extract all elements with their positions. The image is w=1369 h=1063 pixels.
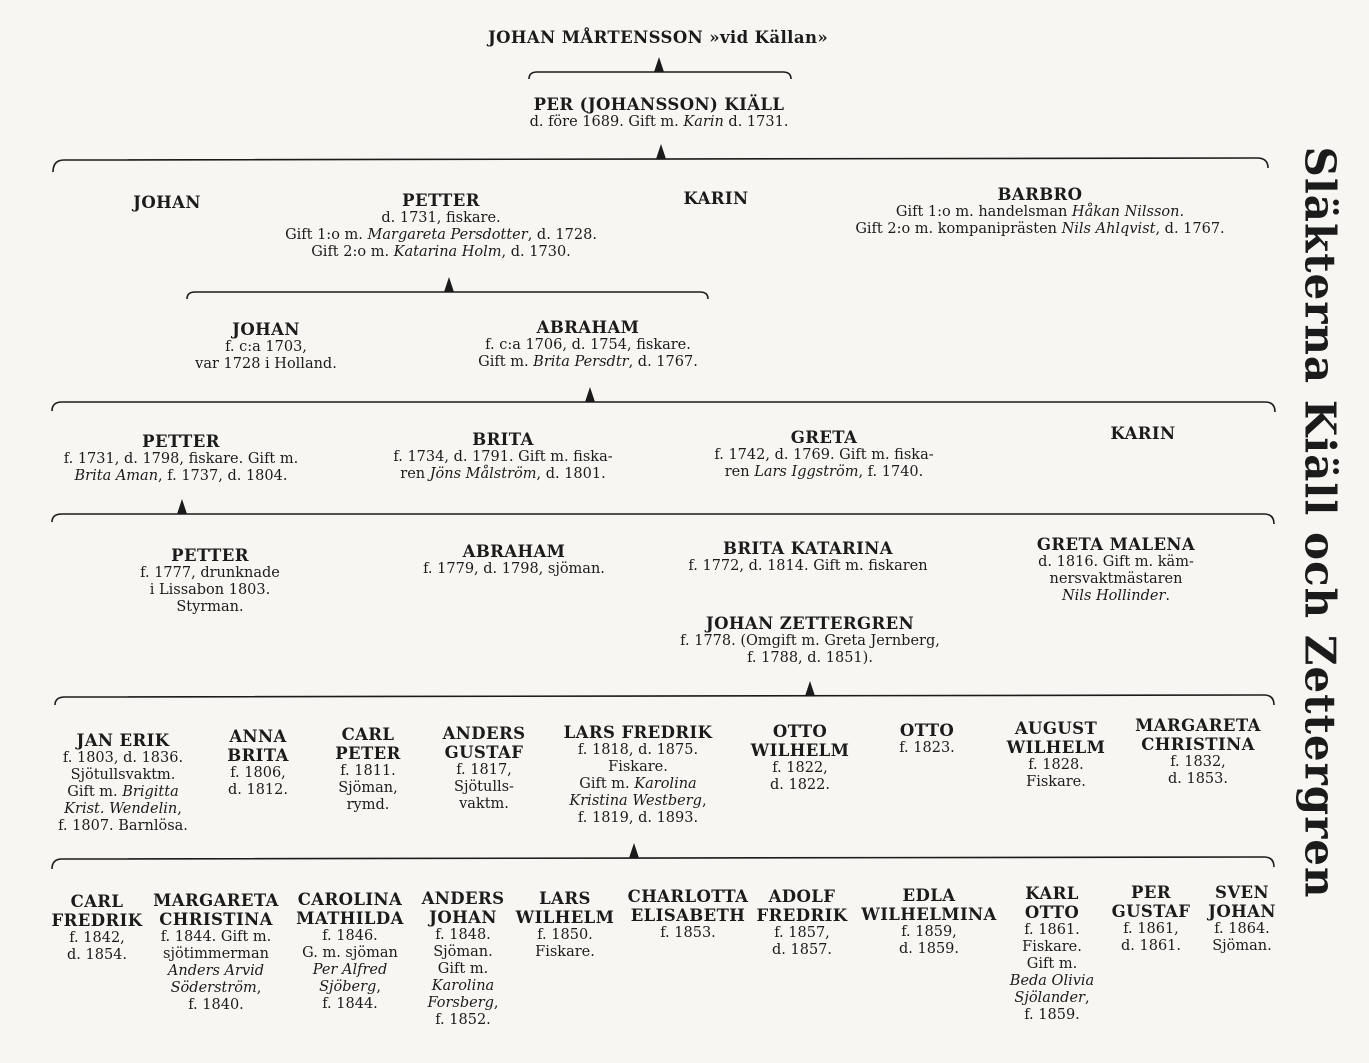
person-name: ABRAHAM <box>536 318 640 337</box>
person-detail: f. 1818, d. 1875. <box>577 742 699 758</box>
person-detail: ren Jöns Målström, d. 1801. <box>400 466 606 482</box>
person-adolf-fredrik <box>757 887 848 959</box>
person-detail: Fiskare. <box>535 944 595 960</box>
person-detail: d. 1816. Gift m. käm- <box>1038 554 1194 570</box>
person-greta-malena <box>1037 535 1195 605</box>
person-detail: rymd. <box>346 797 390 813</box>
person-detail: d. 1853. <box>1167 771 1228 787</box>
person-detail: f. 1817, <box>456 762 512 778</box>
person-detail: Gift 2:o m. kompaniprästen Nils Ahlqvist, d. 1767. <box>855 221 1225 237</box>
person-name: JOHAN <box>133 193 201 212</box>
person-detail: f. 1777, drunknade <box>140 565 280 581</box>
person-detail: f. 1859. <box>1024 1007 1080 1023</box>
person-detail: f. 1842, <box>69 930 125 946</box>
person-sven-johan <box>1208 883 1276 955</box>
person-petter-g3 <box>285 191 597 261</box>
person-name: MARGARETA CHRISTINA <box>153 891 279 929</box>
person-detail: d. 1731, fiskare. <box>381 210 501 226</box>
person-johan-martensson <box>488 28 828 47</box>
person-name: JAN ERIK <box>76 731 170 750</box>
person-name: CARL FREDRIK <box>51 892 143 930</box>
person-name: JOHAN MÅRTENSSON »vid Källan» <box>487 28 829 47</box>
arrow-gen7 <box>805 681 815 696</box>
person-detail: Gift 1:o m. Margareta Persdotter, d. 1728. <box>285 227 597 243</box>
person-detail: f. 1806, <box>230 765 286 781</box>
person-charlotta-elisabeth <box>628 887 749 942</box>
person-karin-g3 <box>684 189 749 208</box>
person-name: ANDERS GUSTAF <box>442 724 526 762</box>
chart-title-vertical <box>1285 146 1355 898</box>
person-detail: Sjötulls- <box>454 779 514 795</box>
person-anders-gustaf <box>443 724 526 813</box>
person-name: CAROLINA MATHILDA <box>296 890 404 928</box>
person-name: PETTER <box>142 432 220 451</box>
person-name: ABRAHAM <box>462 542 566 561</box>
bracket-gen7 <box>55 695 1274 705</box>
person-anna-brita <box>227 727 289 799</box>
person-detail: d. 1857. <box>771 942 833 958</box>
person-detail: f. 1864. <box>1214 921 1270 937</box>
person-jan-erik <box>58 731 188 835</box>
person-name: PETTER <box>402 191 480 210</box>
person-detail: ren Lars Iggström, f. 1740. <box>724 464 924 480</box>
person-detail: f. 1822, <box>772 760 828 776</box>
person-petter-g5 <box>64 432 298 485</box>
person-detail: d. 1859. <box>898 941 960 957</box>
person-detail: f. 1844. <box>322 996 378 1012</box>
person-detail: Forsberg, <box>427 995 499 1011</box>
person-detail: Krist. Wendelin, <box>64 801 182 817</box>
person-detail: d. 1812. <box>227 782 288 798</box>
person-name: JOHAN <box>232 320 300 339</box>
person-name: PER GUSTAF <box>1111 883 1191 921</box>
person-detail: Fiskare. <box>1026 774 1086 790</box>
person-carolina-mathilda <box>296 890 404 1013</box>
person-detail: Gift 2:o m. Katarina Holm, d. 1730. <box>311 244 571 260</box>
bracket-gen2 <box>529 72 791 79</box>
person-name: CHARLOTTA ELISABETH <box>627 887 749 925</box>
person-lars-wilhelm <box>516 889 615 961</box>
arrow-gen4 <box>444 277 454 292</box>
person-name: KARL OTTO <box>1024 884 1080 922</box>
bracket-gen6 <box>52 514 1274 524</box>
person-detail: d. 1854. <box>66 947 128 963</box>
person-detail: vaktm. <box>459 796 509 812</box>
person-name: ANNA BRITA <box>227 727 289 765</box>
person-detail: f. 1848. <box>435 927 491 943</box>
person-lars-fredrik <box>564 723 713 827</box>
person-detail: Gift m. Brita Persdtr, d. 1767. <box>478 354 698 370</box>
person-august-wilhelm <box>1007 719 1106 791</box>
person-detail: Brita Aman, f. 1737, d. 1804. <box>74 468 288 484</box>
person-name: BARBRO <box>997 185 1083 204</box>
person-detail: Gift m. <box>1026 956 1078 972</box>
person-detail: Styrman. <box>176 599 244 615</box>
person-per-kiall <box>530 95 789 131</box>
person-detail: Karolina <box>431 978 495 994</box>
person-detail: Sjötullsvaktm. <box>70 767 176 783</box>
person-detail: Beda Olivia <box>1009 973 1095 989</box>
person-name: ANDERS JOHAN <box>421 889 505 927</box>
person-detail: f. 1828. <box>1028 757 1084 773</box>
bracket-gen8 <box>52 857 1274 869</box>
person-detail: G. m. sjöman <box>302 945 398 961</box>
person-detail: Gift m. <box>437 961 489 977</box>
person-name: CARL PETER <box>335 725 401 763</box>
person-greta-g5 <box>714 428 933 481</box>
person-detail: f. 1861. <box>1024 922 1080 938</box>
person-karin-g5 <box>1111 424 1176 443</box>
person-carl-peter <box>335 725 401 814</box>
person-detail: Sjöman. <box>1212 938 1272 954</box>
arrow-gen2 <box>654 57 664 72</box>
person-name: GRETA MALENA <box>1036 535 1196 554</box>
person-detail: f. 1803, d. 1836. <box>62 750 184 766</box>
person-edla-wilhelmina <box>861 886 996 958</box>
person-detail: Sjöberg, <box>319 979 381 995</box>
person-detail: f. c:a 1703, <box>225 339 307 355</box>
person-detail: f. 1861, <box>1123 921 1179 937</box>
person-otto <box>899 721 955 757</box>
person-detail: f. 1779, d. 1798, sjöman. <box>423 561 605 577</box>
person-detail: i Lissabon 1803. <box>149 582 271 598</box>
person-name: EDLA WILHELMINA <box>861 886 997 924</box>
person-detail: Nils Hollinder. <box>1061 588 1171 604</box>
person-detail: var 1728 i Holland. <box>195 356 337 372</box>
person-detail: Fiskare. <box>608 759 668 775</box>
person-detail: sjötimmerman <box>163 946 269 962</box>
person-brita-katarina <box>688 539 927 575</box>
person-name: LARS FREDRIK <box>563 723 713 742</box>
person-name: MARGARETA CHRISTINA <box>1135 716 1261 754</box>
person-detail: Fiskare. <box>1022 939 1082 955</box>
person-detail: Sjölander, <box>1014 990 1090 1006</box>
person-detail: f. 1731, d. 1798, fiskare. Gift m. <box>63 451 299 467</box>
person-detail: f. 1772, d. 1814. Gift m. fiskaren <box>688 558 928 574</box>
person-karl-otto <box>1010 884 1094 1024</box>
person-anders-johan <box>422 889 505 1029</box>
person-name: OTTO WILHELM <box>750 722 850 760</box>
person-johan-zettergren <box>680 614 940 667</box>
person-name: PETTER <box>171 546 249 565</box>
person-detail: f. 1811. <box>340 763 396 779</box>
person-abraham-g4 <box>478 318 698 371</box>
person-johan-g4 <box>195 320 337 373</box>
person-detail: Gift 1:o m. handelsman Håkan Nilsson. <box>895 204 1185 220</box>
person-name: BRITA <box>472 430 534 449</box>
person-name: OTTO <box>899 721 955 740</box>
person-detail: f. 1807. Barnlösa. <box>58 818 188 834</box>
person-brita-g5 <box>393 430 612 483</box>
person-detail: f. 1840. <box>188 997 244 1013</box>
person-name: GRETA <box>790 428 858 447</box>
person-detail: f. 1778. (Omgift m. Greta Jernberg, <box>680 633 940 649</box>
person-detail: Gift m. Brigitta <box>67 784 179 800</box>
person-name: LARS WILHELM <box>515 889 615 927</box>
bracket-gen5 <box>52 402 1275 412</box>
person-name: PER (JOHANSSON) KIÄLL <box>533 95 785 114</box>
person-margareta-christina-g7 <box>1135 716 1261 788</box>
person-detail: d. 1822. <box>769 777 830 793</box>
person-name: BRITA KATARINA <box>723 539 893 558</box>
person-name: SVEN JOHAN <box>1208 883 1276 921</box>
arrow-gen5 <box>585 387 595 402</box>
person-carl-fredrik <box>52 892 143 964</box>
person-detail: f. 1857, <box>774 925 830 941</box>
person-detail: f. 1852. <box>435 1012 491 1028</box>
person-detail: f. 1853. <box>660 925 716 941</box>
person-petter-g6 <box>140 546 280 616</box>
person-detail: f. 1788, d. 1851). <box>747 650 873 666</box>
person-detail: Sjöman. <box>433 944 493 960</box>
bracket-gen3 <box>53 158 1268 172</box>
person-detail: Gift m. Karolina <box>579 776 697 792</box>
person-detail: f. 1819, d. 1893. <box>577 810 699 826</box>
person-name: JOHAN ZETTERGREN <box>705 614 915 633</box>
arrow-gen3 <box>656 144 666 159</box>
person-abraham-g6 <box>423 542 605 578</box>
person-detail: Kristina Westberg, <box>569 793 707 809</box>
person-detail: f. 1832, <box>1170 754 1226 770</box>
person-detail: f. 1742, d. 1769. Gift m. fiska- <box>714 447 934 463</box>
bracket-gen4 <box>187 292 708 299</box>
chart-title: Släkterna Kiäll och Zettergren <box>1295 146 1345 898</box>
person-detail: Anders Arvid <box>167 963 265 979</box>
person-johan-g3 <box>133 193 201 212</box>
person-detail: Per Alfred <box>312 962 388 978</box>
person-detail: f. 1844. Gift m. <box>160 929 272 945</box>
person-detail: d. före 1689. Gift m. Karin d. 1731. <box>529 114 789 130</box>
arrow-gen6 <box>177 499 187 514</box>
person-name: KARIN <box>1110 424 1176 443</box>
person-otto-wilhelm <box>751 722 850 794</box>
person-detail: f. c:a 1706, d. 1754, fiskare. <box>485 337 691 353</box>
person-detail: f. 1859, <box>901 924 957 940</box>
person-detail: f. 1850. <box>537 927 593 943</box>
person-name: KARIN <box>683 189 749 208</box>
person-name: ADOLF FREDRIK <box>756 887 848 925</box>
person-detail: d. 1861. <box>1120 938 1182 954</box>
person-detail: Sjöman, <box>338 780 398 796</box>
person-margareta-christina-g8 <box>153 891 279 1014</box>
person-detail: f. 1846. <box>322 928 378 944</box>
person-barbro <box>855 185 1224 238</box>
person-detail: f. 1823. <box>899 740 955 756</box>
person-per-gustaf <box>1112 883 1191 955</box>
arrow-gen8 <box>629 843 639 858</box>
person-detail: f. 1734, d. 1791. Gift m. fiska- <box>393 449 613 465</box>
person-detail: nersvaktmästaren <box>1049 571 1183 587</box>
person-detail: Söderström, <box>170 980 262 996</box>
person-name: AUGUST WILHELM <box>1006 719 1106 757</box>
